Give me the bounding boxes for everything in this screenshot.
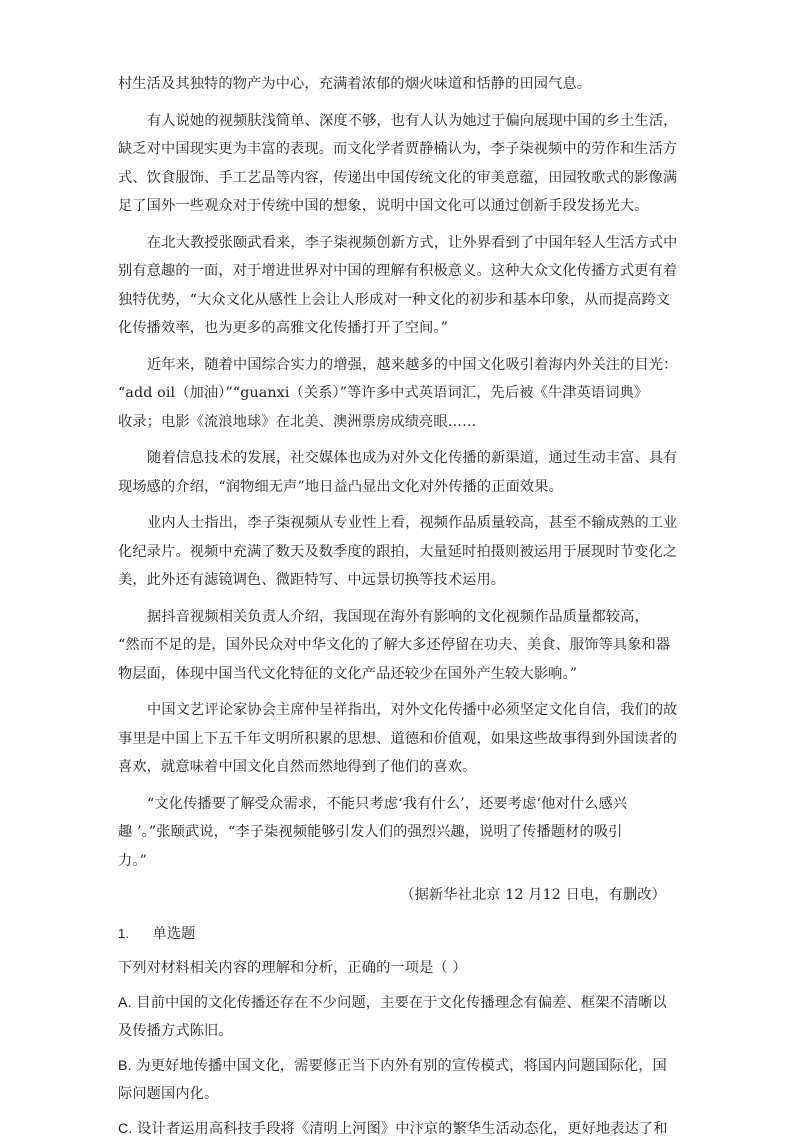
option-a[interactable] (118, 989, 666, 1046)
question-number: 1. (118, 926, 129, 941)
text-line: 近年来，随着中国综合实力的增强，越来越多的中国文化吸引着海内外关注的目光： (118, 351, 666, 380)
text-line: 喜欢，就意味着中国文化自然而然地得到了他们的喜欢。 (118, 753, 666, 782)
question-type: 单选题 (153, 926, 196, 942)
question-header (118, 920, 666, 949)
text-line: 事里是中国上下五千年文明所积累的思想、道德和价值观，如果这些故事得到外国读者的 (118, 725, 666, 754)
option-text: 目前中国的文化传播还存在不少问题，主要在于文化传播理念有偏差、框架不清晰以 (136, 995, 667, 1011)
text-line: 业内人士指出，李子柒视频从专业性上看，视频作品质量较高，甚至不输成熟的工业 (118, 509, 666, 538)
text-line: 别有意趣的一面，对于增进世界对中国的理解有积极意义。这种大众文化传播方式更有着 (118, 257, 666, 286)
option-text: 设计者运用高科技手段将《清明上河图》中汴京的繁华生活动态化，更好地表达了和 (137, 1121, 668, 1137)
option-letter: A. (118, 995, 132, 1011)
article-paragraph-0 (118, 70, 666, 99)
text-line: “文化传播要了解受众需求，不能只考虑‘我有什么’，还要考虑‘他对什么感兴 (118, 790, 666, 819)
text-line: 缺乏对中国现实更为丰富的表现。而文化学者贾静楠认为，李子柒视频中的劳作和生活方 (118, 135, 666, 164)
text-line: 现场感的介绍，“润物细无声”地日益凸显出文化对外传播的正面效果。 (118, 473, 666, 502)
option-letter: B. (118, 1058, 132, 1074)
article-paragraph-1 (118, 107, 666, 221)
text-line: 据抖音视频相关负责人介绍，我国现在海外有影响的文化视频作品质量都较高， (118, 603, 666, 632)
article-paragraph-2 (118, 229, 666, 343)
text-line: “add oil（加油）”“guanxi（关系）”等许多中式英语词汇，先后被《牛津英语词典》 (118, 379, 666, 408)
option-text: 际问题国内化。 (118, 1080, 666, 1109)
text-line: 化纪录片。视频中充满了数天及数季度的跟拍，大量延时拍摄则被运用于展现时节变化之 (118, 538, 666, 567)
article-paragraph-3 (118, 351, 666, 437)
text-line: 趣 ’。”张颐武说，“李子柒视频能够引发人们的强烈兴趣，说明了传播题材的吸引 (118, 818, 666, 847)
text-line: 式、饮食服饰、手工艺品等内容，传递出中国传统文化的审美意蕴，田园牧歌式的影像满 (118, 164, 666, 193)
text-line: 中国文艺评论家协会主席仲呈祥指出，对外文化传播中必须坚定文化自信，我们的故 (118, 696, 666, 725)
option-text: 及传播方式陈旧。 (118, 1017, 666, 1046)
text-line: 在北大教授张颐武看来，李子柒视频创新方式，让外界看到了中国年轻人生活方式中 (118, 229, 666, 258)
option-b[interactable] (118, 1052, 666, 1109)
article-paragraph-8 (118, 790, 666, 876)
option-letter: C. (118, 1121, 133, 1137)
article-source: （据新华社北京 12 月12 日电，有删改） (118, 881, 666, 910)
text-line: 村生活及其独特的物产为中心，充满着浓郁的烟火味道和恬静的田园气息。 (118, 70, 666, 99)
document-page (118, 70, 666, 1143)
text-line: 独特优势，“大众文化从感性上会让人形成对一种文化的初步和基本印象，从而提高跨文 (118, 286, 666, 315)
text-line: 化传播效率，也为更多的高雅文化传播打开了空间。” (118, 314, 666, 343)
option-text: 为更好地传播中国文化，需要修正当下内外有别的宣传模式，将国内问题国际化，国 (136, 1058, 667, 1074)
text-line: 美，此外还有滤镜调色、微距特写、中远景切换等技术运用。 (118, 566, 666, 595)
article-paragraph-6 (118, 603, 666, 689)
option-c[interactable] (118, 1115, 666, 1143)
question-stem: 下列对材料相关内容的理解和分析，正确的一项是（ ） (118, 954, 666, 983)
text-line: “然而不足的是，国外民众对中华文化的了解大多还停留在功夫、美食、服饰等具象和器 (118, 631, 666, 660)
article-paragraph-4 (118, 444, 666, 501)
text-line: 随着信息技术的发展，社交媒体也成为对外文化传播的新渠道，通过生动丰富、具有 (118, 444, 666, 473)
text-line: 力。” (118, 847, 666, 876)
text-line: 物层面，体现中国当代文化特征的文化产品还较少在国外产生较大影响。” (118, 660, 666, 689)
text-line: 足了国外一些观众对于传统中国的想象，说明中国文化可以通过创新手段发扬光大。 (118, 192, 666, 221)
article-paragraph-5 (118, 509, 666, 595)
text-line: 有人说她的视频肤浅简单、深度不够，也有人认为她过于偏向展现中国的乡土生活， (118, 107, 666, 136)
article-paragraph-7 (118, 696, 666, 782)
text-line: 收录；电影《流浪地球》在北美、澳洲票房成绩亮眼…… (118, 408, 666, 437)
